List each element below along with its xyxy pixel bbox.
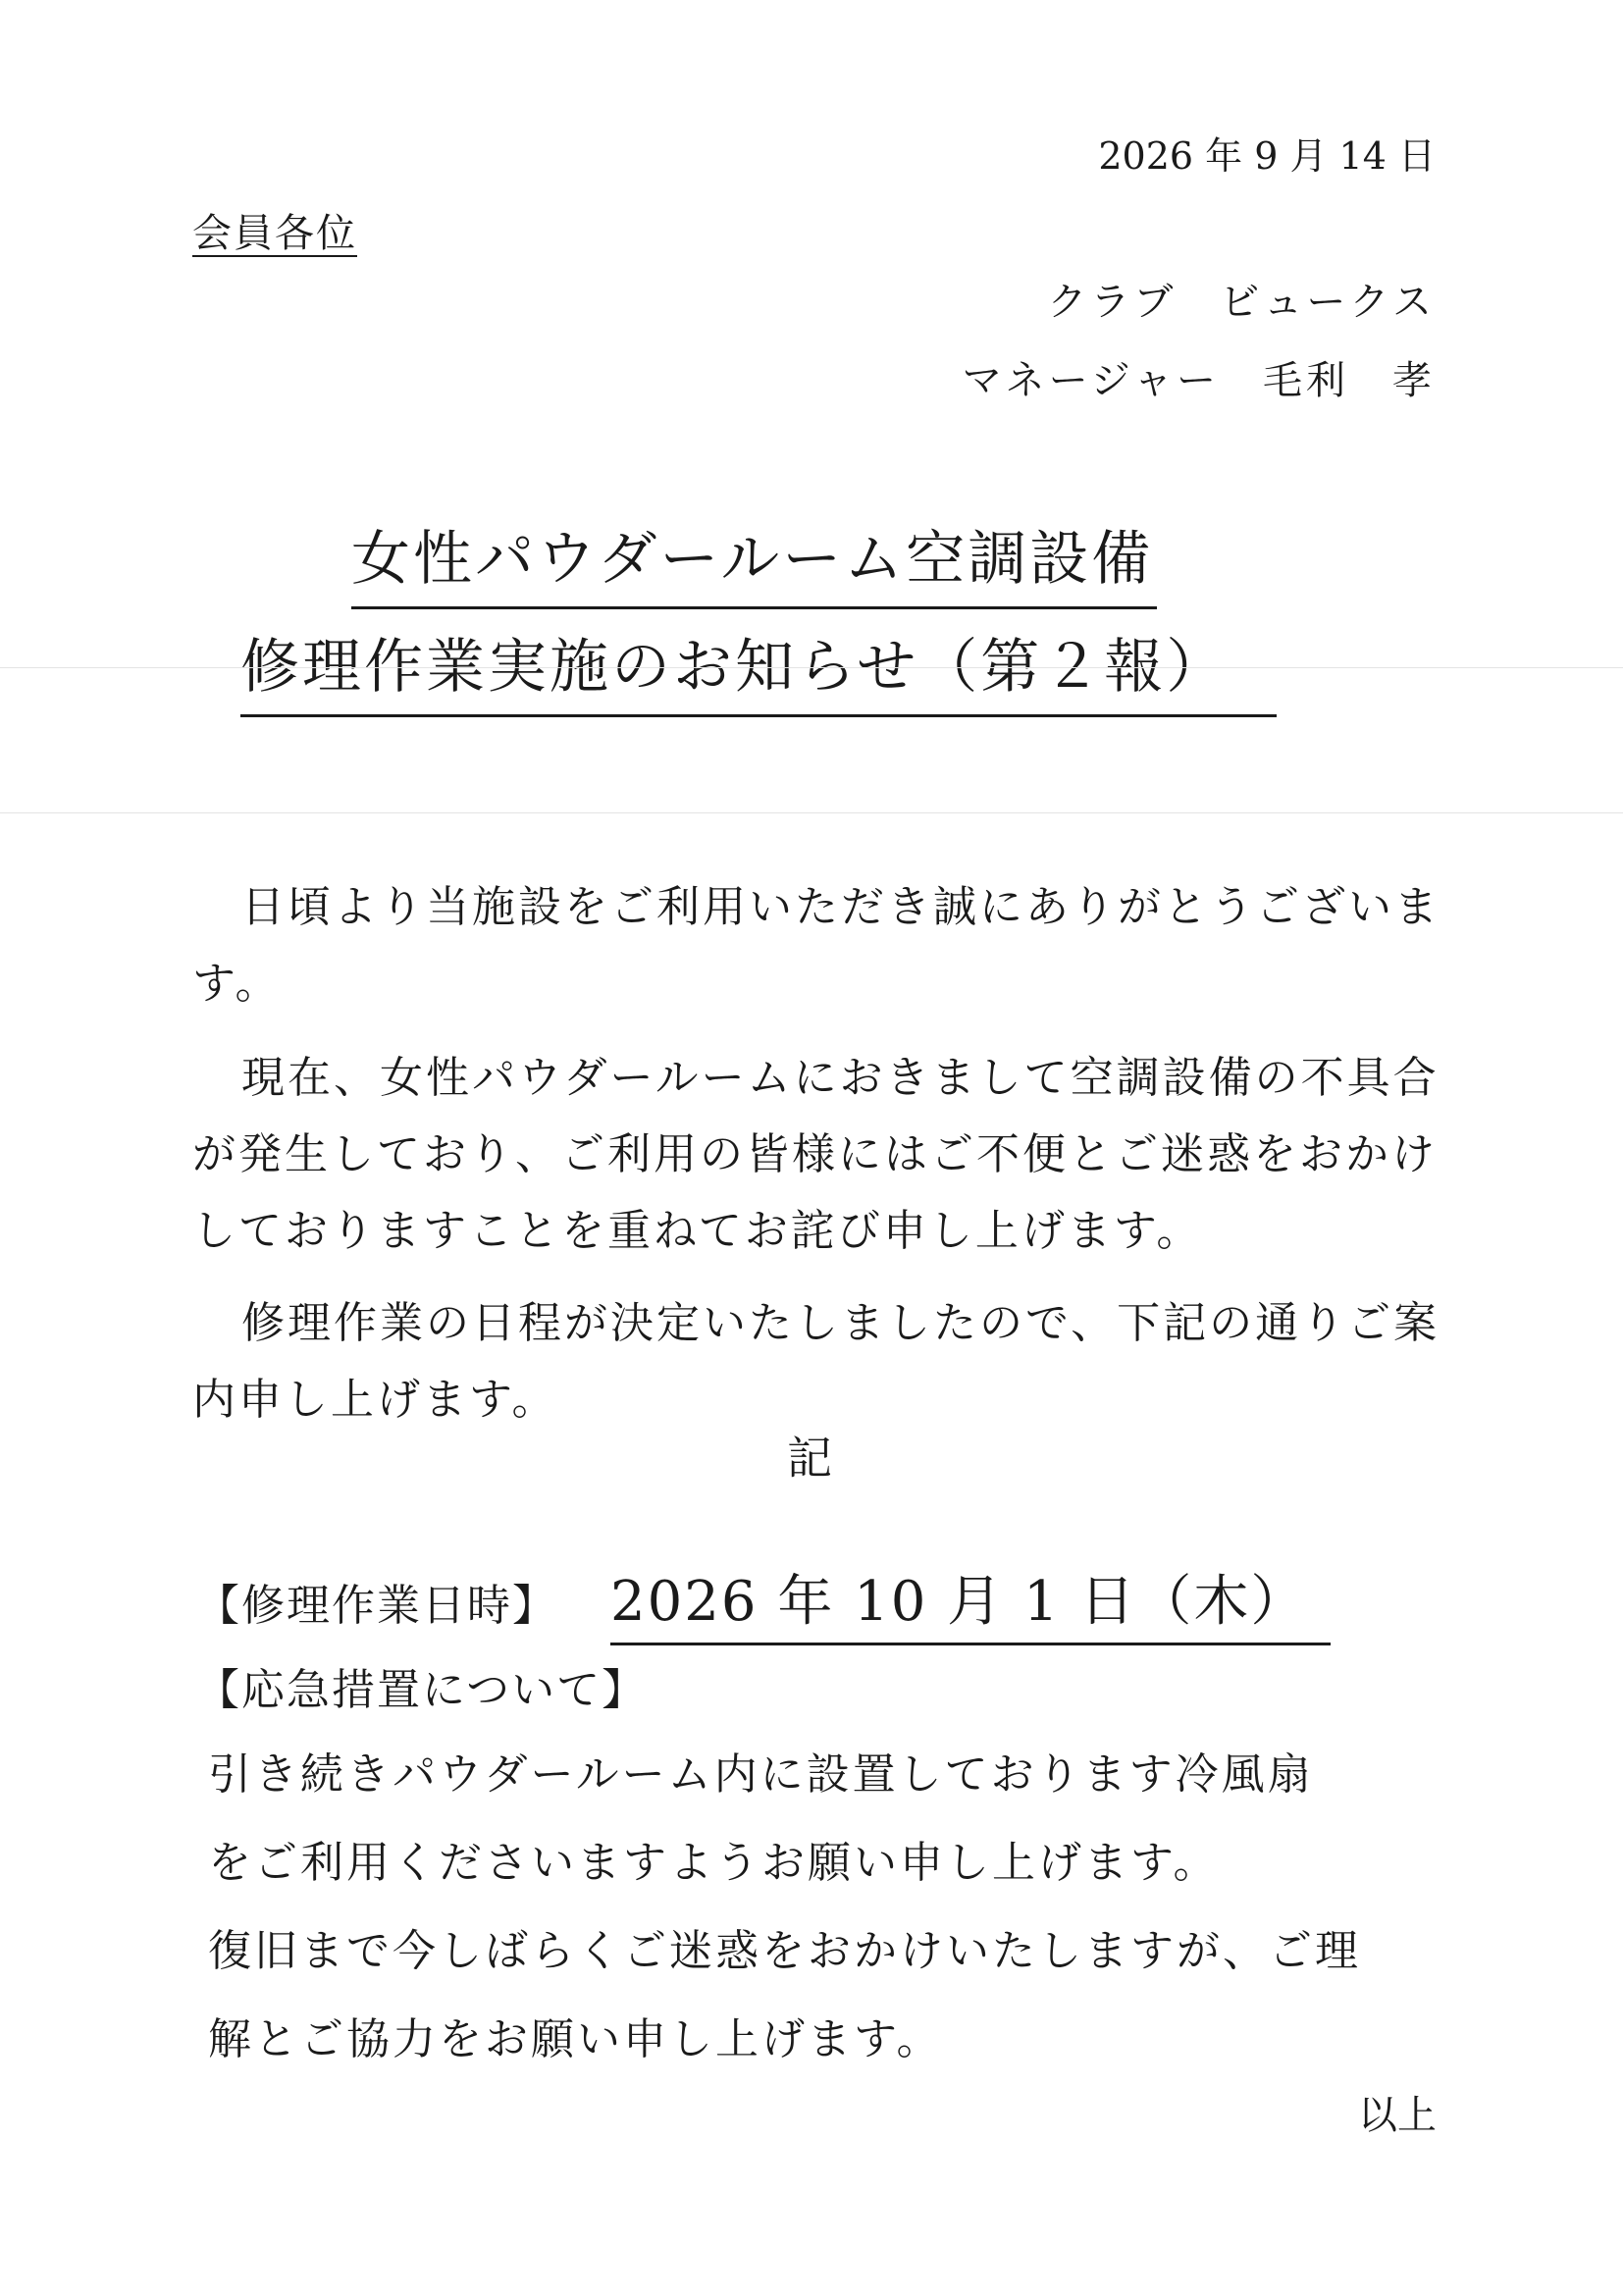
- document-date: 2026 年 9 月 14 日: [1098, 134, 1436, 178]
- sender-organization: クラブ ビュークス: [1047, 280, 1436, 325]
- title-line-2: 修理作業実施のお知らせ（第２報）: [240, 620, 1277, 717]
- body-paragraph: 現在、女性パウダールームにおきまして空調設備の不具合が発生しており、ご利用の皆様にはご不便とご迷惑をおかけしておりますことを重ねてお詫び申し上げます。: [192, 1053, 1440, 1256]
- repair-datetime-value: 2026 年 10 月 1 日（木）: [610, 1558, 1331, 1645]
- scan-artifact-line: [0, 667, 1623, 668]
- notice-heading: 記: [787, 1432, 832, 1485]
- title-line-1: 女性パウダールーム空調設備: [351, 512, 1157, 609]
- sender-name: マネージャー 毛利 孝: [962, 358, 1436, 403]
- emergency-measures-label: 【応急措置について】: [196, 1665, 648, 1715]
- body-paragraph: 日頃より当施設をご利用いただき誠にありがとうございます。: [192, 882, 1440, 1009]
- emergency-note-line: をご利用くださいますようお願い申し上げます。: [208, 1838, 1220, 1888]
- emergency-note-line: 復旧まで今しばらくご迷惑をおかけいたしますが、ご理: [208, 1926, 1361, 1976]
- emergency-note-line: 引き続きパウダールーム内に設置しております冷風扇: [208, 1749, 1314, 1800]
- repair-datetime-label: 【修理作業日時】: [196, 1581, 557, 1631]
- recipient: 会員各位: [192, 211, 357, 256]
- scan-artifact-line: [0, 812, 1623, 813]
- closing-mark: 以上: [1358, 2093, 1437, 2138]
- body-paragraph: 修理作業の日程が決定いたしましたので、下記の通りご案内申し上げます。: [192, 1298, 1440, 1425]
- emergency-note-line: 解とご協力をお願い申し上げます。: [208, 2014, 943, 2064]
